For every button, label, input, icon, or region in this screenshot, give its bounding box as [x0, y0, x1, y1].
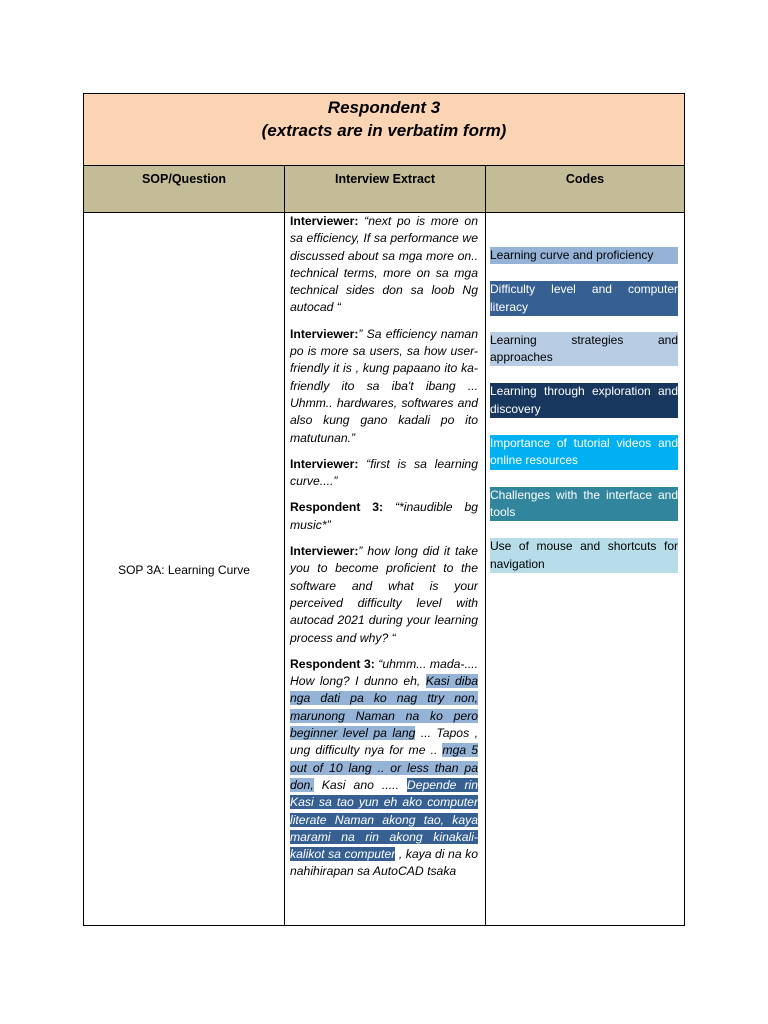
extract-paragraph	[290, 326, 478, 447]
sop-cell	[84, 213, 284, 926]
extract-paragraph	[290, 499, 478, 534]
extract-paragraph	[290, 656, 478, 881]
extract-text: “*inaudible bg music*”	[290, 500, 479, 532]
table-title	[84, 94, 684, 166]
code-label: Challenges with the interface and tools	[490, 487, 678, 519]
speaker-label: Respondent 3:	[290, 500, 384, 515]
speaker-label: Interviewer:	[290, 326, 359, 341]
code-label: Difficulty level and computer literacy	[490, 282, 678, 314]
speaker-label: Respondent 3:	[290, 656, 375, 671]
speaker-label: Interviewer:	[290, 214, 359, 228]
interview-extract	[290, 213, 478, 890]
extract-paragraph	[290, 213, 478, 317]
title-line-2: (extracts are in verbatim form)	[261, 121, 507, 140]
speaker-label: Interviewer:	[290, 544, 359, 559]
extract-text: ... Tapos , ung difficulty nya for me ..	[290, 726, 478, 758]
extract-text: Kasi ano .....	[313, 777, 407, 792]
extract-text: ” how long did it take you to become proficient to the software and what is your perceived difficulty level with autocad 2021 during your learning process and why? “	[290, 544, 478, 645]
header-sop: SOP/Question	[141, 172, 227, 186]
column-divider	[485, 166, 486, 926]
extract-text: ” Sa efficiency naman po is more sa users, sa how user-friendly it is , kung papaano ito ka-friendly ito sa iba't ibang ... Uhmm.. hardwares, softwares and also kung gano kadali po ito matutunan.”	[290, 326, 478, 445]
highlight-learning-curve: Kasi diba nga dati pa ko nag ttry non, marunong Naman na ko pero beginner level pa lang	[290, 674, 479, 741]
code-label: Use of mouse and shortcuts for navigation	[490, 539, 678, 571]
code-item	[490, 487, 678, 522]
code-label: Learning strategies and approaches	[490, 332, 678, 365]
header-extract: Interview Extract	[334, 172, 436, 186]
header-row	[84, 166, 684, 213]
code-item	[490, 383, 678, 418]
extract-text: , kaya di na ko nahihirapan sa AutoCAD tsaka	[290, 847, 478, 879]
sop-label: SOP 3A: Learning Curve	[118, 562, 250, 577]
code-label: Learning curve and proficiency	[490, 248, 654, 262]
code-item	[490, 247, 678, 264]
respondent-table	[83, 93, 685, 926]
code-item	[490, 332, 678, 367]
header-codes: Codes	[565, 172, 605, 186]
extract-text: “next po is more on sa efficiency, If sa performance we discussed about sa mga more on.. technical terms, more on sa mga technical sides don sa loob Ng autocad “	[290, 214, 478, 315]
speaker-label: Interviewer:	[290, 456, 359, 471]
code-item	[490, 435, 678, 470]
codes-list	[490, 247, 678, 573]
extract-paragraph	[290, 543, 478, 647]
title-line-1: Respondent 3	[327, 98, 441, 117]
highlight-difficulty: Depende rin Kasi sa tao yun eh ako computer literate Naman akong tao, kaya marami na rin akong kinakali-kalikot sa computer	[290, 777, 478, 862]
highlight-learning-curve: mga 5 out of 10 lang .. or less than pa don,	[290, 743, 478, 792]
extract-text: “first is sa learning curve....”	[290, 456, 478, 489]
column-divider	[284, 166, 285, 926]
code-item	[490, 281, 678, 316]
code-label: Learning through exploration and discovery	[490, 384, 678, 416]
code-label: Importance of tutorial videos and online resources	[490, 436, 678, 468]
extract-text: “uhmm... mada-.... How long? I dunno eh,	[290, 656, 478, 689]
code-item	[490, 538, 678, 573]
extract-paragraph	[290, 456, 478, 491]
